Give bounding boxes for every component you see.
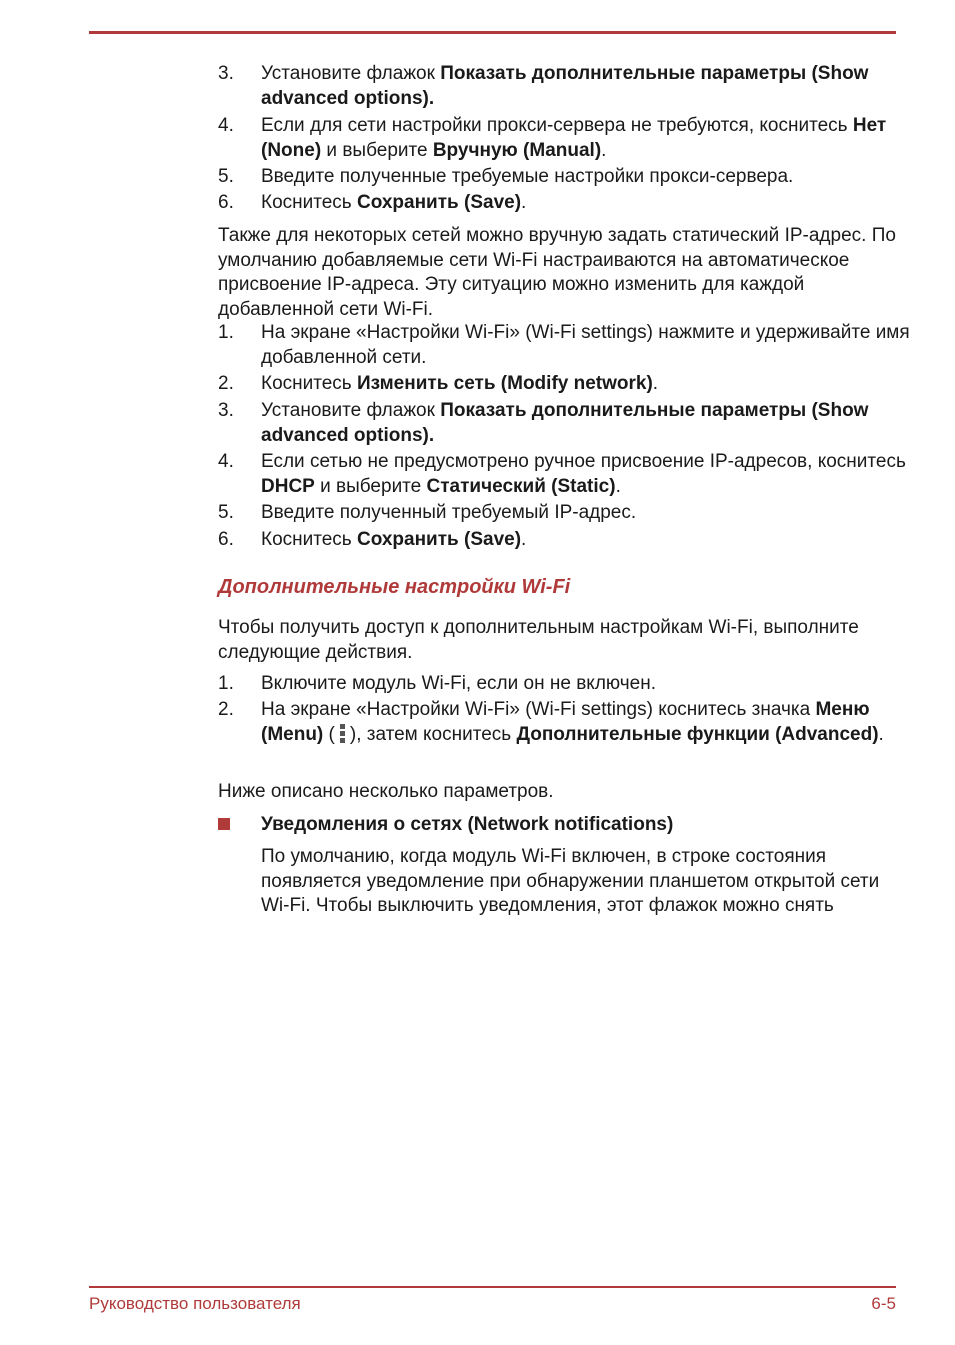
step-bold: Меню (Menu) [261, 699, 870, 745]
page-number: 6-5 [871, 1294, 896, 1313]
step-bold: Вручную (Manual) [432, 139, 602, 161]
step-bold: Показать дополнительные параметры (Show advanced options). [261, 400, 869, 446]
paragraph-access: Чтобы получить доступ к дополнительным настройкам Wi-Fi, выполните следующие действия. [218, 617, 859, 663]
step-bold: Сохранить (Save) [356, 529, 522, 550]
step-number: 1. [218, 322, 234, 343]
paragraph-params: Ниже описано несколько параметров. [218, 781, 554, 802]
step-text: На экране «Настройки Wi-Fi» (Wi-Fi settings) коснитесь значка [261, 699, 816, 720]
step-text: На экране «Настройки Wi-Fi» (Wi-Fi settings) нажмите и удерживайте имя добавленной сети. [261, 322, 910, 368]
step-text: ), затем коснитесь [349, 723, 517, 745]
step-number: 2. [218, 699, 234, 720]
bullet-title: Уведомления о сетях (Network notifications) [261, 814, 674, 835]
step-text: и выберите [314, 475, 427, 497]
step-text: Коснитесь [261, 529, 357, 550]
footer-rule [89, 1286, 896, 1288]
paragraph-static-ip: Также для некоторых сетей можно вручную задать статический IP-адрес. По умолчанию добавляемые сети Wi-Fi настраиваются на автоматическое присвоение IP-адреса. Эту ситуацию можно изменить для каждой добавленной сети Wi-Fi. [218, 225, 896, 320]
step-text: Включите модуль Wi-Fi, если он не включен. [261, 673, 656, 694]
step-number: 3. [218, 63, 234, 84]
step-text: Коснитесь [261, 373, 357, 394]
step-text: . [652, 373, 659, 394]
step-bold: Сохранить (Save) [356, 192, 522, 213]
step-number: 5. [218, 166, 234, 187]
step-number: 6. [218, 529, 234, 550]
step-number: 4. [218, 115, 234, 136]
step-number: 4. [218, 451, 234, 472]
step-bold: Статический (Static) [426, 475, 616, 497]
footer-title: Руководство пользователя [89, 1294, 301, 1313]
menu-icon [339, 723, 346, 743]
step-text: . [521, 192, 527, 213]
step-text: Введите полученный требуемый IP-адрес. [261, 502, 637, 523]
section-heading: Дополнительные настройки Wi-Fi [218, 576, 571, 598]
step-number: 1. [218, 673, 234, 694]
step-text: . [601, 139, 607, 161]
step-number: 2. [218, 373, 234, 394]
step-bold: Нет (None) [261, 115, 887, 161]
bullet-body: По умолчанию, когда модуль Wi-Fi включен, в строке состояния появляется уведомление при обнаружении планшетом открытой сети Wi-Fi. Чтобы выключить уведомления, этот флажок можно снять [261, 846, 880, 916]
step-bold: DHCP [261, 475, 315, 497]
step-text: Если для сети настройки прокси-сервера не требуются, коснитесь [261, 115, 853, 136]
step-text: и выберите [321, 139, 433, 161]
step-number: 3. [218, 400, 234, 421]
step-number: 6. [218, 192, 234, 213]
step-text: Если сетью не предусмотрено ручное присвоение IP-адресов, коснитесь [261, 451, 906, 472]
step-bold: Дополнительные функции (Advanced) [516, 723, 879, 745]
step-bold: Показать дополнительные параметры (Show advanced options). [261, 63, 869, 109]
bullet-square-icon [218, 818, 230, 830]
step-text: Установите флажок [261, 63, 441, 84]
header-rule [89, 31, 896, 34]
step-text: . [521, 529, 527, 550]
step-bold: Изменить сеть (Modify network) [356, 373, 653, 394]
step-text: . [615, 475, 621, 497]
step-text: ( [323, 723, 335, 745]
step-number: 5. [218, 502, 234, 523]
step-text: . [878, 723, 884, 745]
step-text: Введите полученные требуемые настройки прокси-сервера. [261, 166, 794, 187]
step-text: Установите флажок [261, 400, 441, 421]
step-text: Коснитесь [261, 192, 357, 213]
